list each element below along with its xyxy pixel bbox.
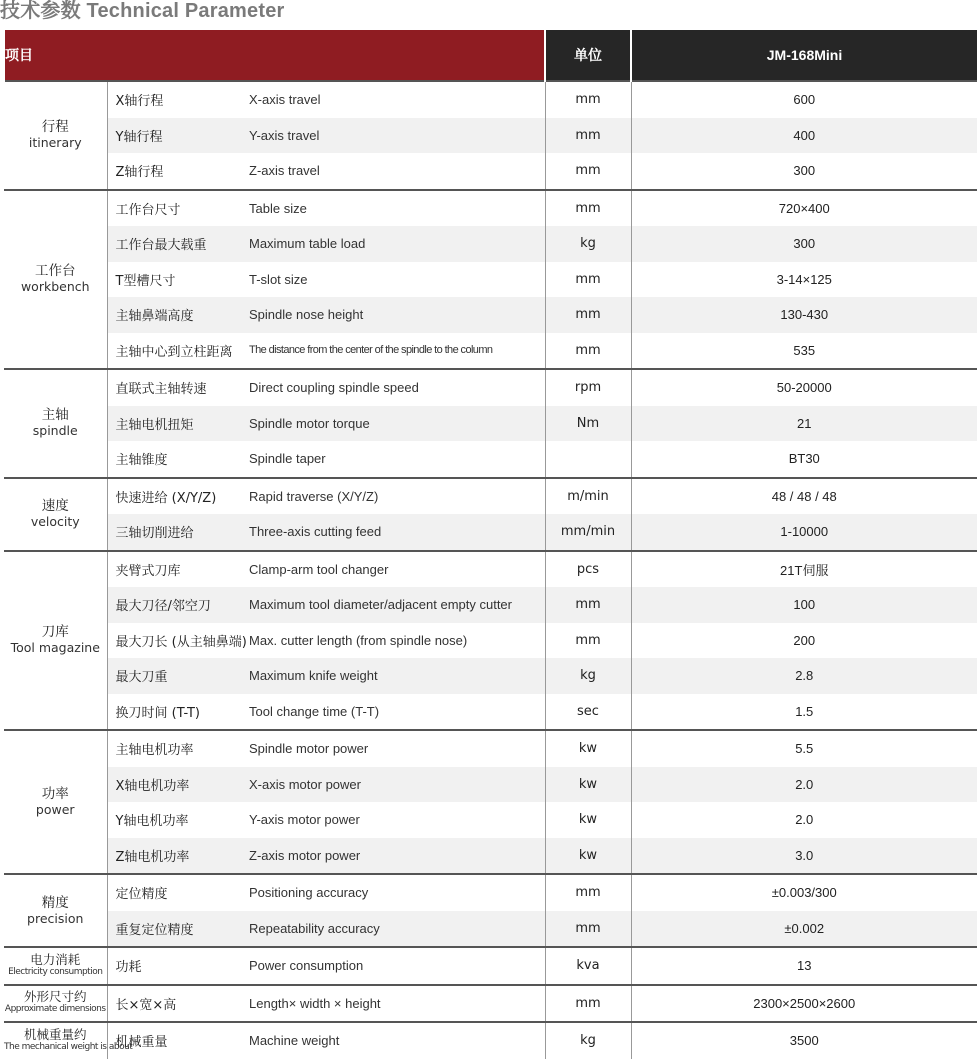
- category-cell: [4, 478, 107, 551]
- param-unit: m/min: [545, 478, 631, 515]
- param-name-zh: 主轴锥度: [107, 441, 249, 478]
- category-label-en: workbench: [20, 279, 90, 295]
- param-name-en: Y-axis motor power: [249, 812, 360, 828]
- param-name-zh: 主轴中心到立柱距离: [107, 333, 249, 370]
- param-name-en: Spindle motor torque: [249, 406, 545, 442]
- table-row: [4, 694, 977, 731]
- param-name-zh: 定位精度: [107, 874, 249, 911]
- param-unit: mm: [545, 153, 631, 190]
- param-value: 130-430: [631, 297, 977, 333]
- param-unit: mm: [545, 297, 631, 333]
- table-row: [4, 81, 977, 118]
- param-name-en: Maximum table load: [249, 226, 545, 262]
- param-name-en: Spindle taper: [249, 451, 326, 467]
- param-value: 400: [631, 118, 977, 154]
- param-unit: [545, 441, 631, 478]
- param-name-en: Z-axis motor power: [249, 838, 545, 875]
- param-name-en: Z-axis travel: [249, 163, 320, 179]
- category-cell: [4, 1022, 133, 1059]
- param-unit: sec: [545, 694, 631, 731]
- category-cell: [4, 369, 107, 478]
- param-value: 3-14×125: [631, 262, 977, 298]
- param-name-zh: X轴行程: [107, 81, 249, 118]
- table-row: [4, 874, 977, 911]
- table-row: [4, 587, 977, 623]
- param-name-en: Tool change time (T-T): [249, 703, 380, 719]
- param-name-en: X-axis motor power: [249, 767, 545, 803]
- page-title: 技术参数 Technical Parameter: [0, 0, 285, 22]
- table-row: [4, 985, 977, 1023]
- category-label-zh: 行程: [41, 119, 69, 136]
- table-row: [4, 190, 977, 227]
- param-value: 21T伺服: [631, 551, 977, 588]
- table-row: [4, 767, 977, 803]
- category-label-en: precision: [27, 910, 84, 926]
- table-row: [4, 514, 977, 551]
- param-name-en: Spindle nose height: [249, 297, 545, 333]
- table-row: [4, 838, 977, 875]
- param-unit: mm: [545, 118, 631, 154]
- header-item: 项目: [4, 30, 545, 81]
- param-value: 1-10000: [631, 514, 977, 551]
- category-label-en: The mechanical weight is about: [4, 1041, 133, 1052]
- param-name-en: Table size: [249, 190, 545, 227]
- param-value: 2.0: [631, 767, 977, 803]
- table-row: [4, 369, 977, 406]
- category-label-zh: 机械重量约: [23, 1026, 87, 1042]
- param-unit: mm: [545, 623, 631, 659]
- table-row: [4, 658, 977, 694]
- table-row: [4, 1022, 977, 1059]
- param-value: ±0.002: [631, 911, 977, 948]
- param-name-en: Length× width × height: [249, 985, 545, 1023]
- param-name-zh: 换刀时间 (T-T): [107, 694, 249, 731]
- param-value: 21: [631, 406, 977, 442]
- param-name-zh: X轴电机功率: [107, 767, 249, 803]
- table-row: [4, 730, 977, 767]
- param-name-en: Y-axis travel: [249, 118, 545, 154]
- param-unit: kg: [545, 226, 631, 262]
- category-cell: [4, 81, 107, 190]
- param-unit: mm: [545, 985, 631, 1023]
- param-value: 1.5: [631, 694, 977, 731]
- param-name-zh: 功耗: [107, 947, 249, 985]
- param-unit: kw: [545, 838, 631, 875]
- param-value: 535: [631, 333, 977, 370]
- table-row: [4, 478, 977, 515]
- param-value: 2.0: [631, 802, 977, 838]
- param-name-en: Machine weight: [249, 1022, 545, 1059]
- category-label-zh: 主轴: [41, 407, 69, 424]
- param-unit: mm: [545, 587, 631, 623]
- param-value: 300: [631, 153, 977, 190]
- param-unit: mm: [545, 911, 631, 948]
- param-value: 600: [631, 81, 977, 118]
- category-label-zh: 刀库: [41, 624, 69, 641]
- param-value: 5.5: [631, 730, 977, 767]
- param-name-en: Maximum tool diameter/adjacent empty cutter: [249, 587, 545, 623]
- table-row: [4, 911, 977, 948]
- param-name-en: Spindle motor power: [249, 730, 545, 767]
- spec-table: [3, 30, 977, 1059]
- category-label-zh: 精度: [41, 894, 69, 911]
- table-row: [4, 947, 977, 985]
- param-unit: mm: [545, 81, 631, 118]
- table-row: [4, 333, 977, 370]
- param-value: 2300×2500×2600: [631, 985, 977, 1023]
- category-cell: [4, 874, 107, 947]
- param-unit: mm: [545, 262, 631, 298]
- table-row: [4, 406, 977, 442]
- category-cell: [4, 947, 107, 985]
- param-value: 48 / 48 / 48: [631, 478, 977, 515]
- param-value: ±0.003/300: [631, 874, 977, 911]
- category-label-zh: 工作台: [35, 263, 76, 280]
- param-name-zh: 主轴鼻端高度: [107, 297, 249, 333]
- param-unit: kw: [545, 802, 631, 838]
- category-label-zh: 外形尺寸约: [23, 989, 87, 1005]
- param-value: 720×400: [631, 190, 977, 227]
- table-row: [4, 226, 977, 262]
- param-name-zh: Y轴行程: [107, 118, 249, 154]
- param-unit: kg: [545, 658, 631, 694]
- table-row: [4, 623, 977, 659]
- table-row: [4, 297, 977, 333]
- param-name-en: The distance from the center of the spindle to the column: [249, 344, 493, 357]
- spec-table-body: [4, 81, 977, 1059]
- table-row: [4, 441, 977, 478]
- param-unit: mm: [545, 333, 631, 370]
- param-name-en: Power consumption: [249, 947, 545, 985]
- param-unit: mm: [545, 190, 631, 227]
- param-unit: kw: [545, 767, 631, 803]
- param-value: 3500: [631, 1022, 977, 1059]
- param-unit: kg: [545, 1022, 631, 1059]
- param-unit: pcs: [545, 551, 631, 588]
- param-unit: mm: [545, 874, 631, 911]
- category-cell: [4, 985, 107, 1023]
- param-name-zh: 最大刀径/邻空刀: [107, 587, 249, 623]
- category-cell: [4, 190, 107, 370]
- param-name-zh: 快速进给 (X/Y/Z): [107, 478, 249, 515]
- category-label-zh: 速度: [41, 498, 69, 514]
- param-name-zh: Z轴电机功率: [107, 838, 249, 875]
- param-name-zh: Y轴电机功率: [107, 802, 249, 838]
- param-value: BT30: [631, 441, 977, 478]
- category-label-en: itinerary: [28, 135, 82, 151]
- category-label-en: power: [35, 802, 75, 817]
- category-label-en: Approximate dimensions: [4, 1004, 106, 1015]
- param-name-en: Rapid traverse (X/Y/Z): [249, 478, 545, 515]
- category-label-en: spindle: [32, 423, 78, 439]
- param-name-zh: 最大刀重: [107, 658, 249, 694]
- category-label-en: velocity: [30, 514, 80, 529]
- param-name-en: Positioning accuracy: [249, 874, 545, 911]
- param-name-zh: 主轴电机功率: [107, 730, 249, 767]
- category-label-zh: 电力消耗: [30, 951, 81, 967]
- param-unit: rpm: [545, 369, 631, 406]
- param-name-zh: T型槽尺寸: [107, 262, 249, 298]
- param-value: 100: [631, 587, 977, 623]
- category-label-zh: 功率: [41, 786, 69, 802]
- table-header-row: [4, 30, 977, 81]
- param-value: 3.0: [631, 838, 977, 875]
- param-name-en: Clamp-arm tool changer: [249, 551, 545, 588]
- param-name-zh: 最大刀长 (从主轴鼻端): [107, 623, 249, 659]
- table-row: [4, 153, 977, 190]
- header-model: JM-168Mini: [631, 30, 977, 81]
- param-name-zh: 工作台最大载重: [107, 226, 249, 262]
- param-name-zh: 重复定位精度: [107, 911, 249, 948]
- category-cell: [4, 730, 107, 874]
- param-name-en: Three-axis cutting feed: [249, 514, 545, 551]
- param-name-en: T-slot size: [249, 271, 308, 287]
- category-cell: [4, 551, 107, 731]
- param-unit: mm/min: [545, 514, 631, 551]
- table-row: [4, 262, 977, 298]
- table-row: [4, 551, 977, 588]
- category-label-en: Tool magazine: [10, 640, 100, 656]
- param-name-zh: Z轴行程: [107, 153, 249, 190]
- param-unit: kw: [545, 730, 631, 767]
- header-unit: 单位: [545, 30, 631, 81]
- param-value: 13: [631, 947, 977, 985]
- table-row: [4, 118, 977, 154]
- param-name-zh: 三轴切削进给: [107, 514, 249, 551]
- param-unit: Nm: [545, 406, 631, 442]
- param-value: 50-20000: [631, 369, 977, 406]
- table-row: [4, 802, 977, 838]
- param-value: 200: [631, 623, 977, 659]
- param-name-zh: 夹臂式刀库: [107, 551, 249, 588]
- param-value: 300: [631, 226, 977, 262]
- param-name-en: Repeatability accuracy: [249, 911, 545, 948]
- param-name-zh: 工作台尺寸: [107, 190, 249, 227]
- category-label-en: Electricity consumption: [8, 966, 103, 977]
- param-name-en: Max. cutter length (from spindle nose): [249, 632, 468, 648]
- param-name-en: Maximum knife weight: [249, 658, 545, 694]
- param-name-zh: 长×宽×高: [107, 985, 249, 1023]
- param-unit: kva: [545, 947, 631, 985]
- param-name-zh: 机械重量: [107, 1022, 249, 1059]
- param-name-en: Direct coupling spindle speed: [249, 369, 545, 406]
- param-value: 2.8: [631, 658, 977, 694]
- param-name-zh: 主轴电机扭矩: [107, 406, 249, 442]
- param-name-en: X-axis travel: [249, 81, 545, 118]
- param-name-zh: 直联式主轴转速: [107, 369, 249, 406]
